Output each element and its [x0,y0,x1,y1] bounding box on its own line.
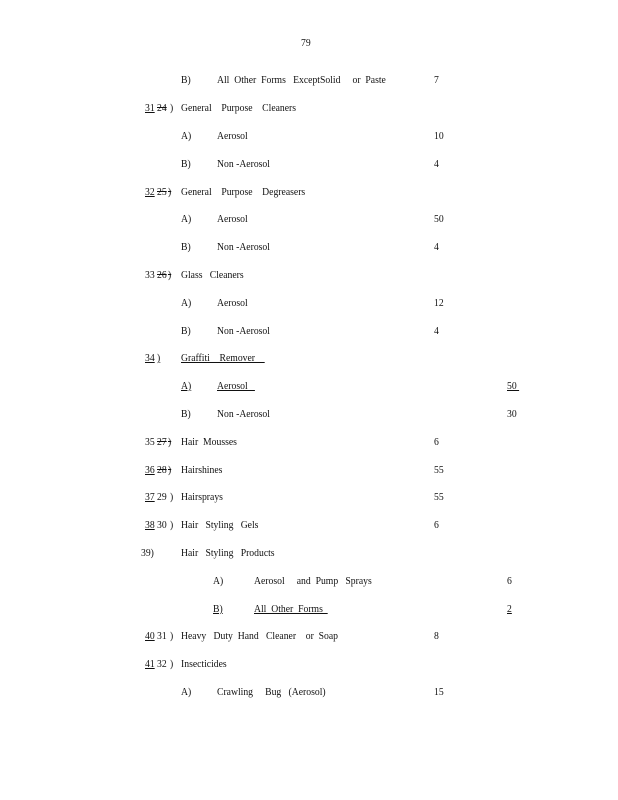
item-text: Hair Styling Gels [181,519,259,531]
item-text: Hairshines [181,464,223,476]
item-value-old: 7 [434,74,439,86]
item-number-old: 27 [157,436,167,448]
item-number-old: 29 [157,491,167,503]
item-value-old: 6 [434,436,439,448]
item-text: Glass Cleaners [181,269,244,281]
item-letter: A) [181,686,192,698]
item-number-old: 26 [157,269,167,281]
item-value-old: 50 [434,213,444,225]
item-text: Non -Aerosol [217,325,270,337]
item-letter: A) [181,380,192,392]
item-number-paren: ) [168,436,172,448]
item-value-old: 10 [434,130,444,142]
page-number: 79 [301,37,311,49]
item-number-new: 38 [145,519,155,531]
item-number-new: 34 [145,352,155,364]
item-number-new: 33 [145,269,155,281]
item-number-paren: ) [170,491,174,503]
item-text: Non -Aerosol [217,408,270,420]
item-text: Heavy Duty Hand Cleaner or Soap [181,630,338,642]
item-value-old: 55 [434,491,444,503]
item-value-new: 50 [507,380,520,392]
item-text: General Purpose Cleaners [181,102,297,114]
item-number-old: 32 [157,658,167,670]
item-letter: A) [181,213,192,225]
item-text: Non -Aerosol [217,158,270,170]
item-value-new: 2 [507,603,512,615]
item-text: Aerosol [217,297,248,309]
item-text: Graffiti Remover [181,352,265,364]
item-letter: B) [181,241,191,253]
item-number-new: 41 [145,658,155,670]
item-number-new: 35 [145,436,155,448]
item-text: Hairsprays [181,491,223,503]
item-number-paren: ) [168,269,172,281]
item-value-new: 30 [507,408,517,420]
item-text: Non -Aerosol [217,241,270,253]
item-number-new: 36 [145,464,155,476]
item-number-paren: ) [168,464,172,476]
item-number-new: 40 [145,630,155,642]
item-letter: B) [181,408,191,420]
item-value-new: 6 [507,575,512,587]
item-text: All Other Forms ExceptSolid or Paste [217,74,386,86]
item-text: General Purpose Degreasers [181,186,306,198]
item-number-new: 37 [145,491,155,503]
item-number-old: 30 [157,519,167,531]
item-number-paren: ) [170,102,174,114]
item-letter: B) [213,603,223,615]
item-letter: A) [181,130,192,142]
item-text: Insecticides [181,658,227,670]
item-text: Aerosol [217,213,248,225]
item-letter: B) [181,74,191,86]
item-letter: B) [181,325,191,337]
item-number-paren: ) [170,630,174,642]
item-letter: A) [213,575,224,587]
item-text: Aerosol [217,130,248,142]
item-value-old: 4 [434,325,439,337]
item-number-paren: ) [157,352,161,364]
item-value-old: 4 [434,158,439,170]
item-number-old: 31 [157,630,167,642]
item-text: Hair Styling Products [181,547,275,559]
item-number-paren: ) [168,186,172,198]
item-number-paren: ) [170,658,174,670]
item-value-old: 15 [434,686,444,698]
item-value-old: 55 [434,464,444,476]
item-value-old: 12 [434,297,444,309]
item-number-new: 39) [141,547,154,559]
item-number-old: 28 [157,464,167,476]
item-number-old: 24 [157,102,167,114]
item-text: All Other Forms [254,603,328,615]
item-text: Aerosol and Pump Sprays [254,575,372,587]
item-text: Crawling Bug (Aerosol) [217,686,326,698]
item-number-new: 32 [145,186,155,198]
item-value-old: 8 [434,630,439,642]
item-letter: A) [181,297,192,309]
item-letter: B) [181,158,191,170]
item-value-old: 4 [434,241,439,253]
item-value-old: 6 [434,519,439,531]
item-number-old: 25 [157,186,167,198]
item-number-new: 31 [145,102,155,114]
item-number-paren: ) [170,519,174,531]
item-text: Aerosol [217,380,255,392]
item-text: Hair Mousses [181,436,237,448]
